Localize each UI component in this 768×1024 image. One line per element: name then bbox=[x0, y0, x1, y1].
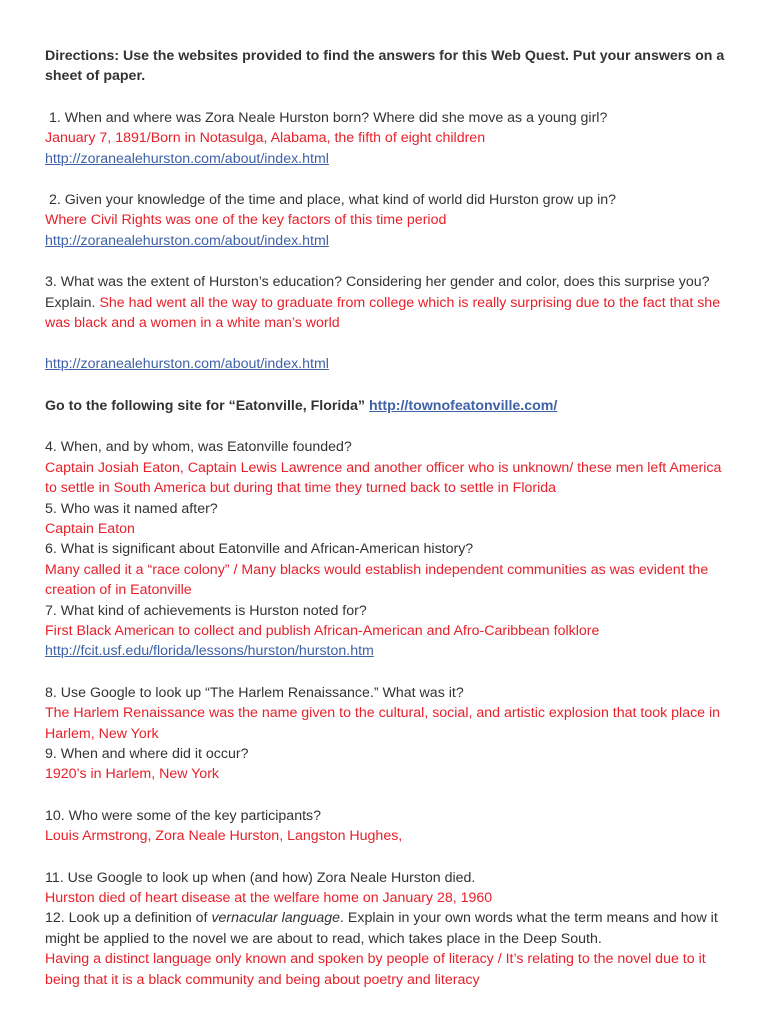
question-12-term: vernacular language bbox=[211, 910, 341, 927]
question-2: 2. Given your knowledge of the time and place, what kind of world did Hurston grow up in? bbox=[49, 192, 617, 209]
answer-5: Captain Eaton bbox=[45, 520, 135, 537]
question-5: 5. Who was it named after? bbox=[45, 500, 218, 517]
answer-9: 1920’s in Harlem, New York bbox=[45, 766, 220, 783]
question-6: 6. What is significant about Eatonville and African-American history? bbox=[45, 541, 474, 558]
link-zora-about-3[interactable]: http://zoranealehurston.com/about/index.html bbox=[45, 356, 329, 373]
question-8: 8. Use Google to look up “The Harlem Renaissance.” What was it? bbox=[45, 684, 464, 701]
eatonville-intro: Go to the following site for “Eatonville, Florida” bbox=[45, 397, 366, 414]
link-zora-about-1[interactable]: http://zoranealehurston.com/about/index.html bbox=[45, 150, 329, 167]
question-3: 3. What was the extent of Hurston’s education? Considering her gender and color, does this surprise you? Explain. bbox=[45, 274, 710, 311]
question-3-block bbox=[45, 272, 728, 333]
answer-1: January 7, 1891/Born in Notasulga, Alabama, the fifth of eight children bbox=[45, 130, 486, 147]
answer-2: Where Civil Rights was one of the key factors of this time period bbox=[45, 212, 447, 229]
eatonville-intro-line bbox=[45, 396, 728, 416]
answer-12: Having a distinct language only known and spoken by people of literacy / It’s relating to the novel due to it being that it is a black community and being about poetry and literacy bbox=[45, 951, 706, 988]
link-eatonville[interactable]: http://townofeatonville.com/ bbox=[368, 397, 558, 414]
answer-3: She had went all the way to graduate from college which is really surprising due to the fact that she was black and a women in a white man’s world bbox=[45, 294, 721, 332]
answer-4: Captain Josiah Eaton, Captain Lewis Lawrence and another officer who is unknown/ these men left America to settle in South America but during that time they turned back to settle in Florida bbox=[45, 459, 722, 497]
question-4: 4. When, and by whom, was Eatonville founded? bbox=[45, 439, 352, 456]
question-11: 11. Use Google to look up when (and how) Zora Neale Hurston died. bbox=[45, 869, 476, 886]
question-7: 7. What kind of achievements is Hurston noted for? bbox=[45, 602, 367, 619]
directions-text: Directions: Use the websites provided to find the answers for this Web Quest. Put your answers on a sheet of paper. bbox=[45, 48, 725, 85]
answer-11: Hurston died of heart disease at the welfare home on January 28, 1960 bbox=[45, 890, 493, 906]
answer-8: The Harlem Renaissance was the name given to the cultural, social, and artistic explosion that took place in Harlem, New York bbox=[45, 705, 721, 742]
answer-10: Louis Armstrong, Zora Neale Hurston, Langston Hughes, bbox=[45, 828, 403, 845]
question-9: 9. When and where did it occur? bbox=[45, 745, 249, 762]
answer-7: First Black American to collect and publish African-American and Afro-Caribbean folklore bbox=[45, 622, 600, 639]
question-1: 1. When and where was Zora Neale Hurston born? Where did she move as a young girl? bbox=[49, 109, 608, 126]
answer-6: Many called it a “race colony” / Many blacks would establish independent communities as was evident the creation of in Eatonville bbox=[45, 561, 709, 599]
link-zora-about-2[interactable]: http://zoranealehurston.com/about/index.html bbox=[45, 232, 329, 249]
question-12 bbox=[45, 908, 728, 949]
question-12-pre: 12. Look up a definition of bbox=[45, 910, 208, 927]
question-10: 10. Who were some of the key participants? bbox=[45, 807, 322, 824]
question-12-post: . Explain in your own words what the term means and how it might be applied to the novel we are about to read, which takes place in the Deep South. bbox=[45, 910, 718, 947]
link-fcit-hurston[interactable]: http://fcit.usf.edu/florida/lessons/hurston/hurston.htm bbox=[45, 643, 374, 660]
